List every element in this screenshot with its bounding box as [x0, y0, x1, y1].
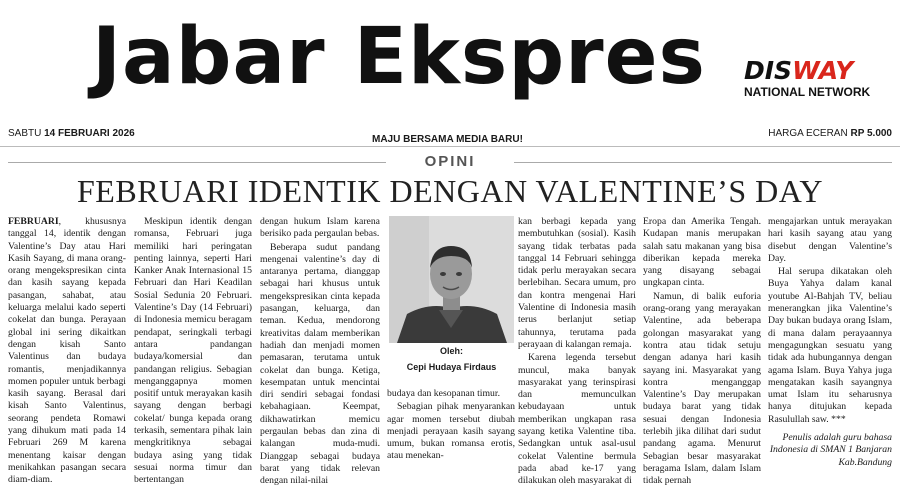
paragraph: mengajarkan untuk merayakan hari kasih sayang atau yang disebut dengan Valentine’s Day. — [768, 216, 892, 264]
tagline: MAJU BERSAMA MEDIA BARU! — [372, 134, 523, 145]
section-label: OPINI — [424, 153, 476, 170]
paragraph-text: , khususnya tanggal 14, identik dengan Valentine’s Day atau Hari Kasih Sayang, di mana orang-orang mengekspresikan cinta dan kasih sayang kepada pasangan, sahabat, atau keluarga melalui kado seperti cokelat dan bunga. Perayaan global ini sering dikaitkan dengan kisah Santo Valentinus dan budaya romantis, menjadikannya momen populer untuk berbagi kasih sayang. Berasal dari kisah Santo Valentinus, seorang pendeta Romawi yang dihukum mati pada 14 Februari 269 M karena menentang kaisar dengan menikahkan pasangan secara diam-diam. — [8, 216, 126, 486]
article-column-6 — [643, 216, 761, 489]
info-bar — [0, 122, 900, 147]
issue-day: SABTU — [8, 128, 42, 139]
paragraph: Beberapa sudut pandang mengenai valentine’s day di antaranya pertama, dianggap sebagai hari khusus untuk mengekspresikan cinta kepada pasangan, keluarga, dan teman. Kedua, mendorong kreativitas dalam memberikan hadiah dan menjadi momen pemasaran, terutama untuk cokelat dan bunga. Ketiga, kesempatan untuk mencintai diri sendiri sebagai fondasi kebahagiaan. Keempat, dikhawatirkan memicu pergaulan bebas dan zina di kalangan muda-mudi. Dianggap sebagai budaya barat yang tidak relevan dengan nilai-nilai — [260, 241, 380, 487]
issue-date — [8, 128, 135, 139]
price-label: HARGA ECERAN — [768, 128, 848, 139]
disway-logo-dis: DIS — [744, 56, 793, 85]
article-column-5 — [518, 216, 636, 489]
section-rubric — [0, 151, 900, 173]
rubric-rule-left — [8, 162, 386, 163]
rubric-rule-right — [514, 162, 892, 163]
network-label: NATIONAL NETWORK — [744, 85, 871, 99]
paragraph: Karena legenda tersebut muncul, maka banyak masyarakat yang terinspirasi dan memunculkan kebudayaan untuk memberikan ungkapan rasa sayang ketika Valentine tiba. Sedangkan untuk asal-usul cokelat Valentine bermula pada abad ke-17 yang dilakukan oleh masyarakat di — [518, 352, 636, 487]
article-column-2 — [134, 216, 252, 488]
author-footnote: Penulis adalah guru bahasa Indonesia di SMAN 1 Banjaran Kab.Bandung — [769, 432, 892, 468]
paragraph: Meskipun identik dengan romansa, Februari juga memiliki hari peringatan penting lainnya, seperti Hari Kanker Anak Internasional 15 Februari dan Hari Keadilan Sosial Sedunia 20 Februari. Valentine’s Day (14 Februari) di Indonesia memicu beragam pendapat, seringkali terbagi antara pandangan budaya/komersial dan pandangan religius. Sebagian menganggapnya momen positif untuk merayakan kasih sayang dengan berbagi cokelat/ bunga kepada orang terkasih, sementara pihak lain mengkritiknya sebagai budaya asing yang tidak sesuai norma timur dan bertentangan — [134, 216, 252, 486]
paragraph: Hal serupa dikatakan oleh Buya Yahya dalam kanal youtube Al-Bahjah TV, beliau menerangkan jika Valentine’s Day bukan budaya orang Islam, di mana dalam perayaannya mengagungkan sesuatu yang tidak ada hubungannya dengan agama Islam. Buya Yahya juga mengatakan kasih sayangnya umat Islam itu seharusnya hanya ditujukan kepada Rasulullah saw. *** — [768, 266, 892, 425]
author-name: Cepi Hudaya Firdaus — [406, 362, 497, 372]
paragraph: kan berbagi kepada yang membutuhkan (sosial). Kasih sayang tidak terbatas pada tanggal 14 Februari sehingga tidak perlu merayakan secara berlebihan. Secara umum, pro dan kontra mengenai Hari Valentine di Indonesia masih terus berlanjut setiap tahunnya, terutama pada perayaan di kalangan remaja. — [518, 216, 636, 350]
paragraph — [8, 216, 126, 487]
article-column-1 — [8, 216, 126, 488]
author-photo — [389, 216, 514, 343]
paragraph: Eropa dan Amerika Tengah. Kudapan manis merupakan salah satu makanan yang bisa diberikan kepada mereka yang disayang sebagai ungkapan cinta. — [643, 216, 761, 289]
paragraph: dengan hukum Islam karena berisiko pada pergaulan bebas. — [260, 216, 380, 240]
masthead — [0, 0, 900, 120]
disway-logo[interactable] — [744, 58, 853, 83]
disway-logo-way: WAY — [792, 56, 854, 85]
newspaper-logo[interactable]: Jabar Ekspres — [92, 12, 706, 102]
lead-word: FEBRUARI — [8, 216, 59, 227]
paragraph: Sebagian pihak menyarankan agar momen tersebut diubah menjadi perayaan kasih sayang umum, bukan romansa erotis, atau menekan- — [387, 401, 515, 462]
price — [768, 128, 892, 139]
paragraph: Namun, di balik euforia orang-orang yang merayakan Valentine, ada beberapa golongan masyarakat yang kontra atau tidak setuju dengan adanya hari kasih sayang ini. Masyarakat yang kontra menganggap Valentine’s Day merupakan budaya barat yang tidak sesuai dengan Indonesia terlebih jika dilihat dari sudut pandang agama. Menurut Sebagian besar masyarakat beragama Islam, dalam Islam tidak pernah — [643, 290, 761, 487]
author-portrait-svg — [389, 216, 514, 343]
issue-date-value: 14 FEBRUARI 2026 — [44, 128, 135, 139]
article-column-7 — [768, 216, 892, 470]
paragraph: budaya dan kesopanan timur. — [387, 388, 500, 399]
article-headline: FEBRUARI IDENTIK DENGAN VALENTINE’S DAY — [77, 173, 823, 209]
article-column-3 — [260, 216, 380, 489]
caption-label: Oleh: — [439, 346, 463, 356]
article-column-4 — [387, 388, 515, 464]
price-value: RP 5.000 — [850, 128, 892, 139]
